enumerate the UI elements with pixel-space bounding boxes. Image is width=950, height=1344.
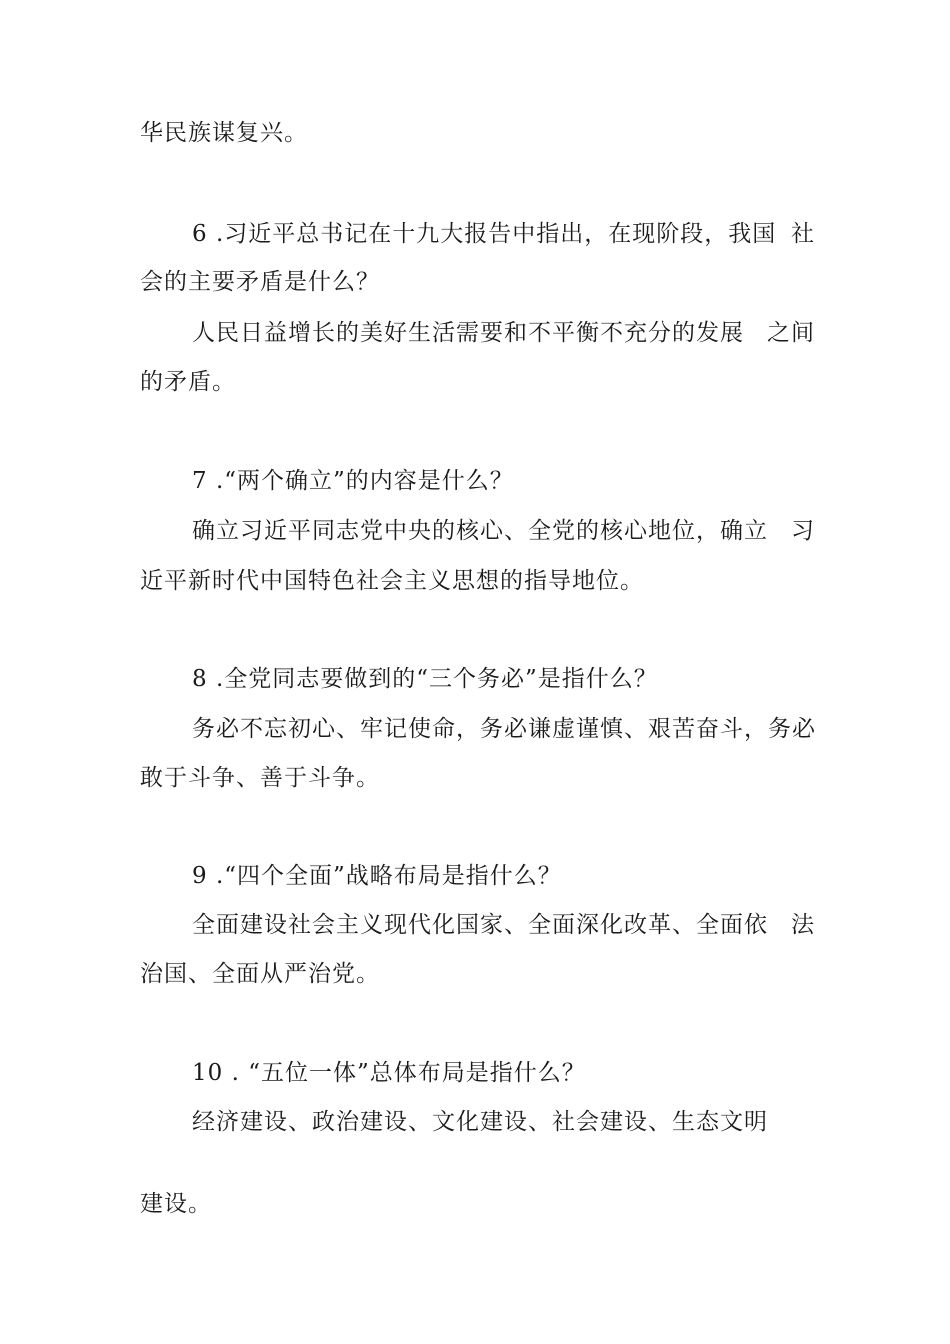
- answer-9-line-2: 治国、全面从严治党。: [140, 961, 380, 987]
- answer-10-line-2: 建设。: [140, 1191, 212, 1217]
- answer-8-line-2: 敢于斗争、善于斗争。: [140, 765, 380, 791]
- answer-6-text-a: 人民日益增长的美好生活需要和不平衡不充分的发展: [192, 320, 744, 346]
- answer-8-text-b: 务必: [768, 716, 816, 742]
- question-6-line-1: [192, 219, 815, 249]
- answer-7-text-b: 习: [791, 518, 815, 544]
- intro-tail-line: 华民族谋复兴。: [140, 120, 308, 146]
- answer-6-line-1: [192, 318, 815, 348]
- question-9: 9 .“四个全面”战略布局是指什么？: [192, 863, 562, 889]
- answer-7-line-2: 近平新时代中国特色社会主义思想的指导地位。: [140, 568, 644, 594]
- answer-8-line-1: [192, 714, 815, 744]
- question-8: 8 .全党同志要做到的“三个务必”是指什么？: [192, 666, 658, 692]
- answer-8-text-a: 务必不忘初心、牢记使命，务必谦虚谨慎、艰苦奋斗，: [192, 716, 768, 742]
- answer-6-line-2: 的矛盾。: [140, 369, 236, 395]
- answer-7-text-a: 确立习近平同志党中央的核心、全党的核心地位，确立: [192, 518, 768, 544]
- answer-9-line-1: [192, 910, 815, 940]
- question-7: 7 .“两个确立”的内容是什么？: [192, 468, 514, 494]
- question-6-text-b: 社: [791, 221, 815, 247]
- question-10: 10 . “五位一体”总体布局是指什么？: [192, 1060, 586, 1086]
- answer-10-line-1: 经济建设、政治建设、文化建设、社会建设、生态文明: [192, 1109, 768, 1135]
- answer-9-text-b: 法: [791, 912, 815, 938]
- answer-6-text-b: 之间: [767, 320, 815, 346]
- answer-7-line-1: [192, 516, 815, 546]
- question-6-text-a: 6 .习近平总书记在十九大报告中指出，在现阶段，我国: [192, 221, 777, 247]
- question-6-line-2: 会的主要矛盾是什么？: [140, 269, 380, 295]
- answer-9-text-a: 全面建设社会主义现代化国家、全面深化改革、全面依: [192, 912, 768, 938]
